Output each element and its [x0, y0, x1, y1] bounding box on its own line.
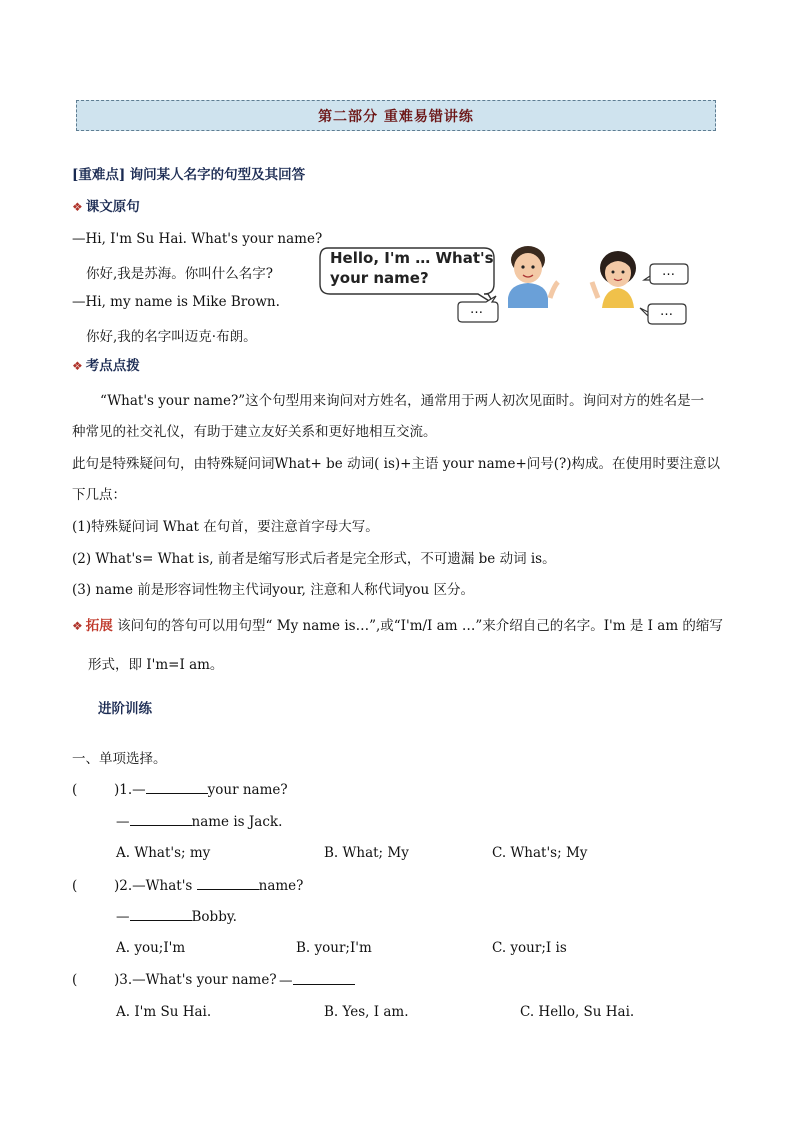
bubble-text-line-2: your name? [330, 269, 429, 287]
question-3-reply: — [279, 972, 355, 989]
points-item-3: (3) name 前是形容词性物主代词your, 注意和人称代词you 区分。 [72, 582, 474, 598]
question-1: ( )1.— your name? [72, 782, 288, 798]
option-2a: A. you;I'm [116, 940, 186, 956]
diamond-icon: ❖ [72, 619, 83, 633]
points-para2-line2: 下几点： [72, 487, 126, 503]
dialogue-line-4: 你好,我的名字叫迈克·布朗。 [86, 329, 257, 345]
diamond-icon: ❖ [72, 200, 83, 214]
illustration [318, 238, 698, 330]
practice-heading: 进阶训练 [98, 701, 152, 717]
option-1b: B. What; My [324, 845, 409, 861]
girl-figure [592, 251, 636, 308]
text-source-heading: ❖ 课文原句 [72, 199, 140, 215]
dialogue-line-3: —Hi, my name is Mike Brown. [72, 294, 280, 310]
points-para2-line1: 此句是特殊疑问句，由特殊疑问词What+ be 动词( is)+主语 your name+问号(?)构成。在使用时要注意以 [72, 456, 721, 472]
extend-line-1: ❖ 拓展 该问句的答句可以用句型“ My name is…”,或“I'm/I am …”来介绍自己的名字。I'm 是 I am 的缩写 [72, 618, 723, 634]
dialogue-line-1: —Hi, I'm Su Hai. What's your name? [72, 231, 323, 247]
key-point-tag: [重难点] [72, 167, 126, 183]
section-banner [76, 100, 716, 131]
points-heading: ❖ 考点点拨 [72, 358, 140, 374]
points-item-2: (2) What's= What is, 前者是缩写形式后者是完全形式，不可遗漏 be 动词 is。 [72, 551, 556, 567]
points-para1-line2: 种常见的社交礼仪，有助于建立友好关系和更好地相互交流。 [72, 424, 437, 440]
answer-blank[interactable] [146, 781, 208, 794]
answer-blank[interactable] [293, 972, 355, 985]
extend-line-2: 形式，即 I'm=I am。 [88, 657, 224, 673]
question-3: ( )3.—What's your name? [72, 972, 277, 988]
dialogue-line-2: 你好,我是苏海。你叫什么名字? [86, 266, 274, 282]
key-point-heading [72, 163, 305, 183]
option-1c: C. What's; My [492, 845, 588, 861]
practice-part-title: 一、单项选择。 [72, 751, 167, 767]
answer-blank[interactable] [130, 908, 192, 921]
question-2: ( )2.—What's name? [72, 878, 304, 894]
option-2c: C. your;I is [492, 940, 567, 956]
answer-blank[interactable] [130, 813, 192, 826]
option-3b: B. Yes, I am. [324, 1004, 409, 1020]
points-item-1: (1)特殊疑问词 What 在句首，要注意首字母大写。 [72, 519, 379, 535]
option-3c: C. Hello, Su Hai. [520, 1004, 635, 1020]
bubble-dots-3: … [660, 304, 673, 319]
banner-title: 第二部分 重难易错讲练 [318, 108, 474, 125]
bubble-dots-2: … [662, 264, 675, 279]
boy-figure [508, 246, 558, 308]
option-1a: A. What's; my [116, 845, 211, 861]
bubble-text-line-1: Hello, I'm … What's [330, 249, 494, 267]
question-1-reply: — name is Jack. [116, 814, 283, 830]
option-3a: A. I'm Su Hai. [116, 1004, 212, 1020]
points-para1-line1: “What's your name?”这个句型用来询问对方姓名，通常用于两人初次见面时。询问对方的姓名是一 [100, 393, 705, 409]
bubble-dots-1: … [470, 302, 483, 317]
key-point-title: 询问某人名字的句型及其回答 [129, 167, 306, 183]
extend-heading: 拓展 [85, 618, 113, 634]
question-2-reply: — Bobby. [116, 909, 237, 925]
option-2b: B. your;I'm [296, 940, 372, 956]
answer-blank[interactable] [197, 877, 259, 890]
diamond-icon: ❖ [72, 359, 83, 373]
